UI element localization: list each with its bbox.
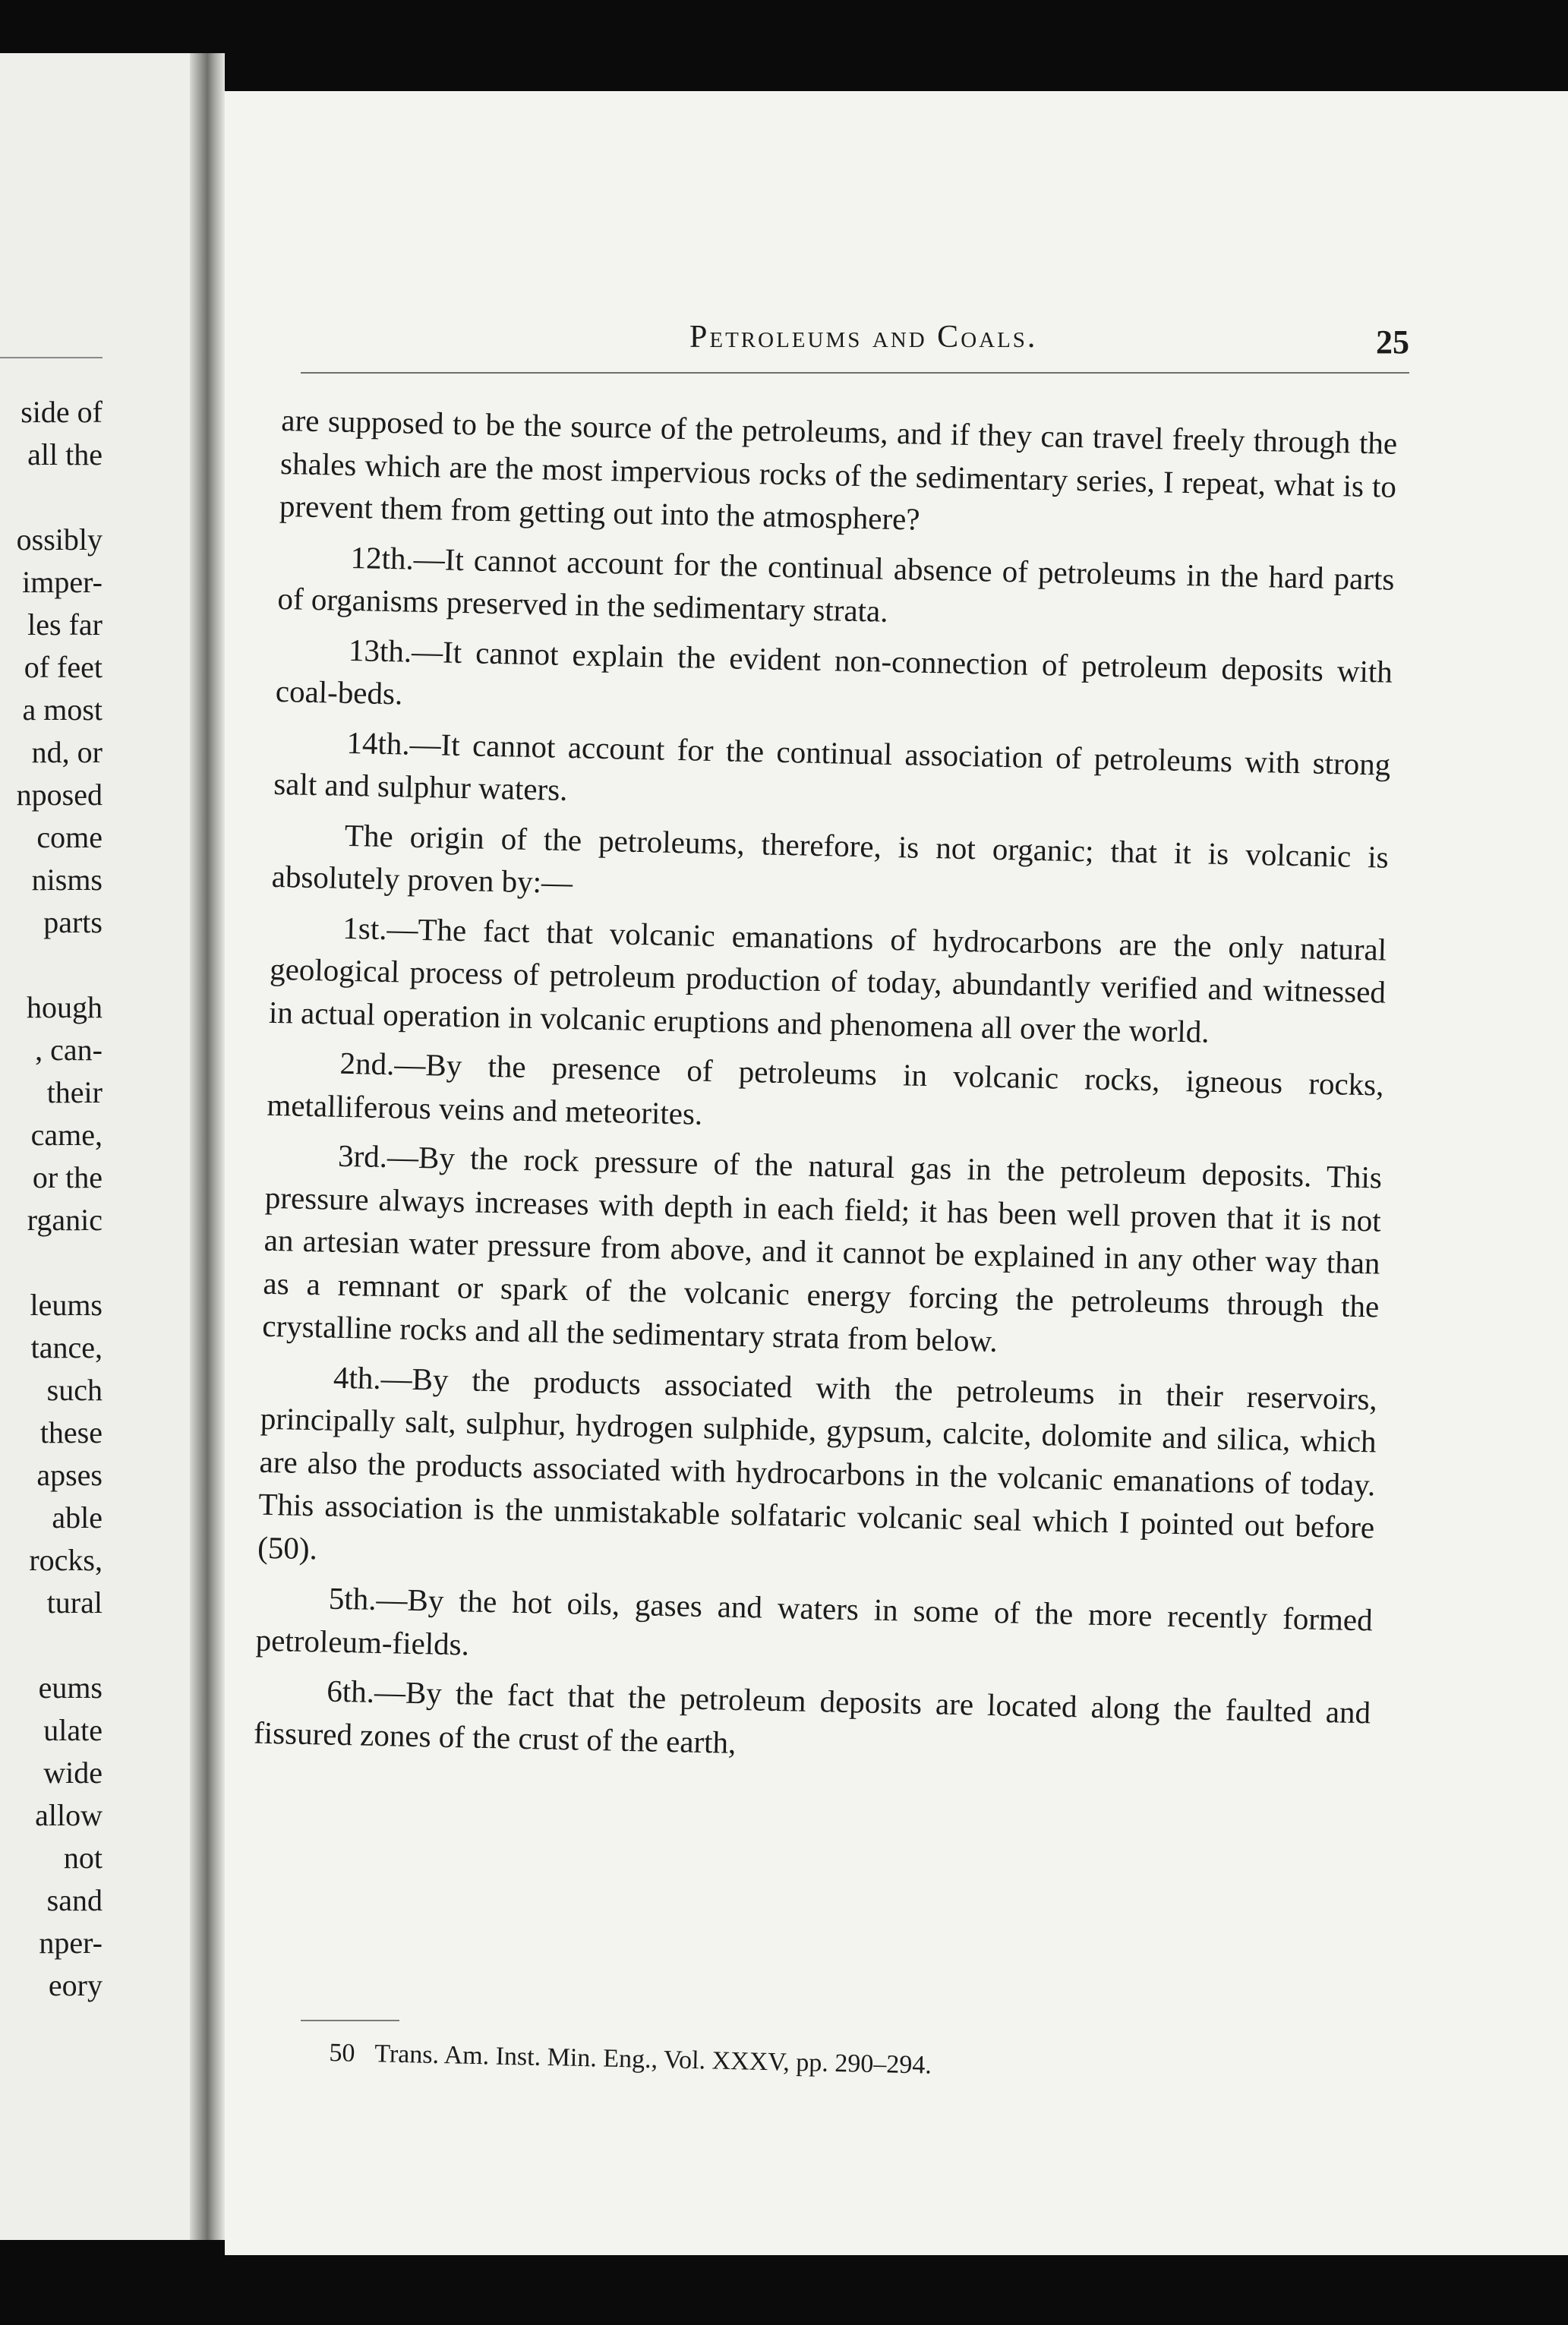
left-page-line: parts: [43, 905, 103, 939]
footnote-number: 50: [329, 2038, 355, 2068]
left-page-line: hough: [27, 990, 103, 1024]
paragraph: 2nd.—By the presence of petroleums in volcanic rocks, igneous rocks, metalliferous veins and meteorites.: [267, 1045, 1384, 1131]
left-page-line: leums: [30, 1288, 103, 1322]
left-page-line: side of: [21, 395, 103, 429]
paragraph: are supposed to be the source of the petroleums, and if they can travel freely through the shales which are the most impervious rocks of the sedimentary series, I repeat, what is to prevent them from getting out into the atmosphere?: [279, 402, 1398, 537]
left-page-line: come: [36, 820, 103, 854]
left-page-line: tural: [46, 1585, 103, 1620]
left-page-line: nisms: [31, 863, 103, 897]
left-page-line: able: [52, 1500, 103, 1535]
left-page-line: , can-: [35, 1033, 103, 1067]
left-page-line: tance,: [30, 1330, 103, 1364]
paragraph: 4th.—By the products associated with the petroleums in their reservoirs, principally salt, sulphur, hydrogen sulphide, gypsum, calcite, dolomite and silica, which are also the products associated with hydrocarbons in the volcanic emanations of today. This association is the unmistakable solfataric volcanic seal which I pointed out before (50).: [257, 1359, 1378, 1566]
paragraph: 1st.—The fact that volcanic emanations of hydrocarbons are the only natural geological process of petroleum production of today, abundantly verified and witnessed in actual operation in volcanic eruptions and phenomena all over the world.: [268, 910, 1387, 1049]
paragraph: 13th.—It cannot explain the evident non-connection of petroleum deposits with coal-beds.: [275, 632, 1393, 711]
running-head: Petroleums and Coals.: [689, 320, 1038, 355]
right-page: [225, 91, 1568, 2255]
footnote-text: Trans. Am. Inst. Min. Eng., Vol. XXXV, pp. 290–294.: [374, 2040, 932, 2080]
page-number: 25: [1376, 323, 1409, 361]
left-page-header-rule: [0, 357, 103, 358]
body-text: [253, 399, 1397, 1784]
left-page-line: nposed: [16, 778, 103, 812]
left-page-line: not: [63, 1841, 103, 1875]
left-page-line: came,: [30, 1118, 103, 1152]
paragraph: 14th.—It cannot account for the continual association of petroleums with strong salt and sulphur waters.: [273, 724, 1391, 807]
paragraph: 5th.—By the hot oils, gases and waters in some of the more recently formed petroleum-fields.: [255, 1580, 1374, 1662]
left-page-line: or the: [32, 1160, 103, 1194]
left-page-fragment: [0, 53, 190, 2240]
left-page-line: wide: [43, 1756, 103, 1790]
left-page-line: of feet: [24, 650, 103, 684]
book-gutter: [190, 53, 225, 2240]
left-page-line: rocks,: [29, 1543, 103, 1577]
paragraph: 12th.—It cannot account for the continual absence of petroleums in the hard parts of organisms preserved in the sedimentary strata.: [277, 539, 1395, 629]
left-page-line: eory: [48, 1968, 103, 2002]
left-page-line: ossibly: [16, 522, 103, 557]
left-page-line: ulate: [43, 1713, 103, 1747]
left-page-line: nd, or: [31, 735, 103, 769]
left-page-line: apses: [36, 1458, 103, 1492]
left-page-line: eums: [38, 1670, 103, 1705]
paragraph: The origin of the petroleums, therefore, is not organic; that it is volcanic is absolutely proven by:—: [271, 817, 1390, 901]
paragraph: 3rd.—By the rock pressure of the natural gas in the petroleum deposits. This pressure always increases with depth in each field; it has been well proven that it is not an artesian water pressure from above, and it cannot be explained in any other way than as a remnant or spark of the volcanic energy forcing the petroleums through the crystalline rocks and all the sedimentary strata from below.: [261, 1137, 1383, 1359]
page-header: [301, 304, 1409, 374]
left-page-line: rganic: [27, 1203, 103, 1237]
left-page-line: nper-: [39, 1926, 103, 1960]
left-page-line: their: [46, 1075, 103, 1109]
left-page-line: such: [46, 1373, 103, 1407]
left-page-line: les far: [27, 607, 103, 642]
paragraph: 6th.—By the fact that the petroleum deposits are located along the faulted and fissured zones of the crust of the earth,: [253, 1673, 1371, 1760]
left-page-line: a most: [22, 692, 103, 727]
footnote: [329, 2035, 932, 2084]
footnote-rule: [301, 2020, 399, 2021]
left-page-line: all the: [27, 437, 103, 472]
left-page-line: allow: [35, 1798, 103, 1832]
left-page-line: imper-: [22, 565, 103, 599]
left-page-line: sand: [46, 1883, 103, 1917]
left-page-line: these: [39, 1415, 103, 1450]
